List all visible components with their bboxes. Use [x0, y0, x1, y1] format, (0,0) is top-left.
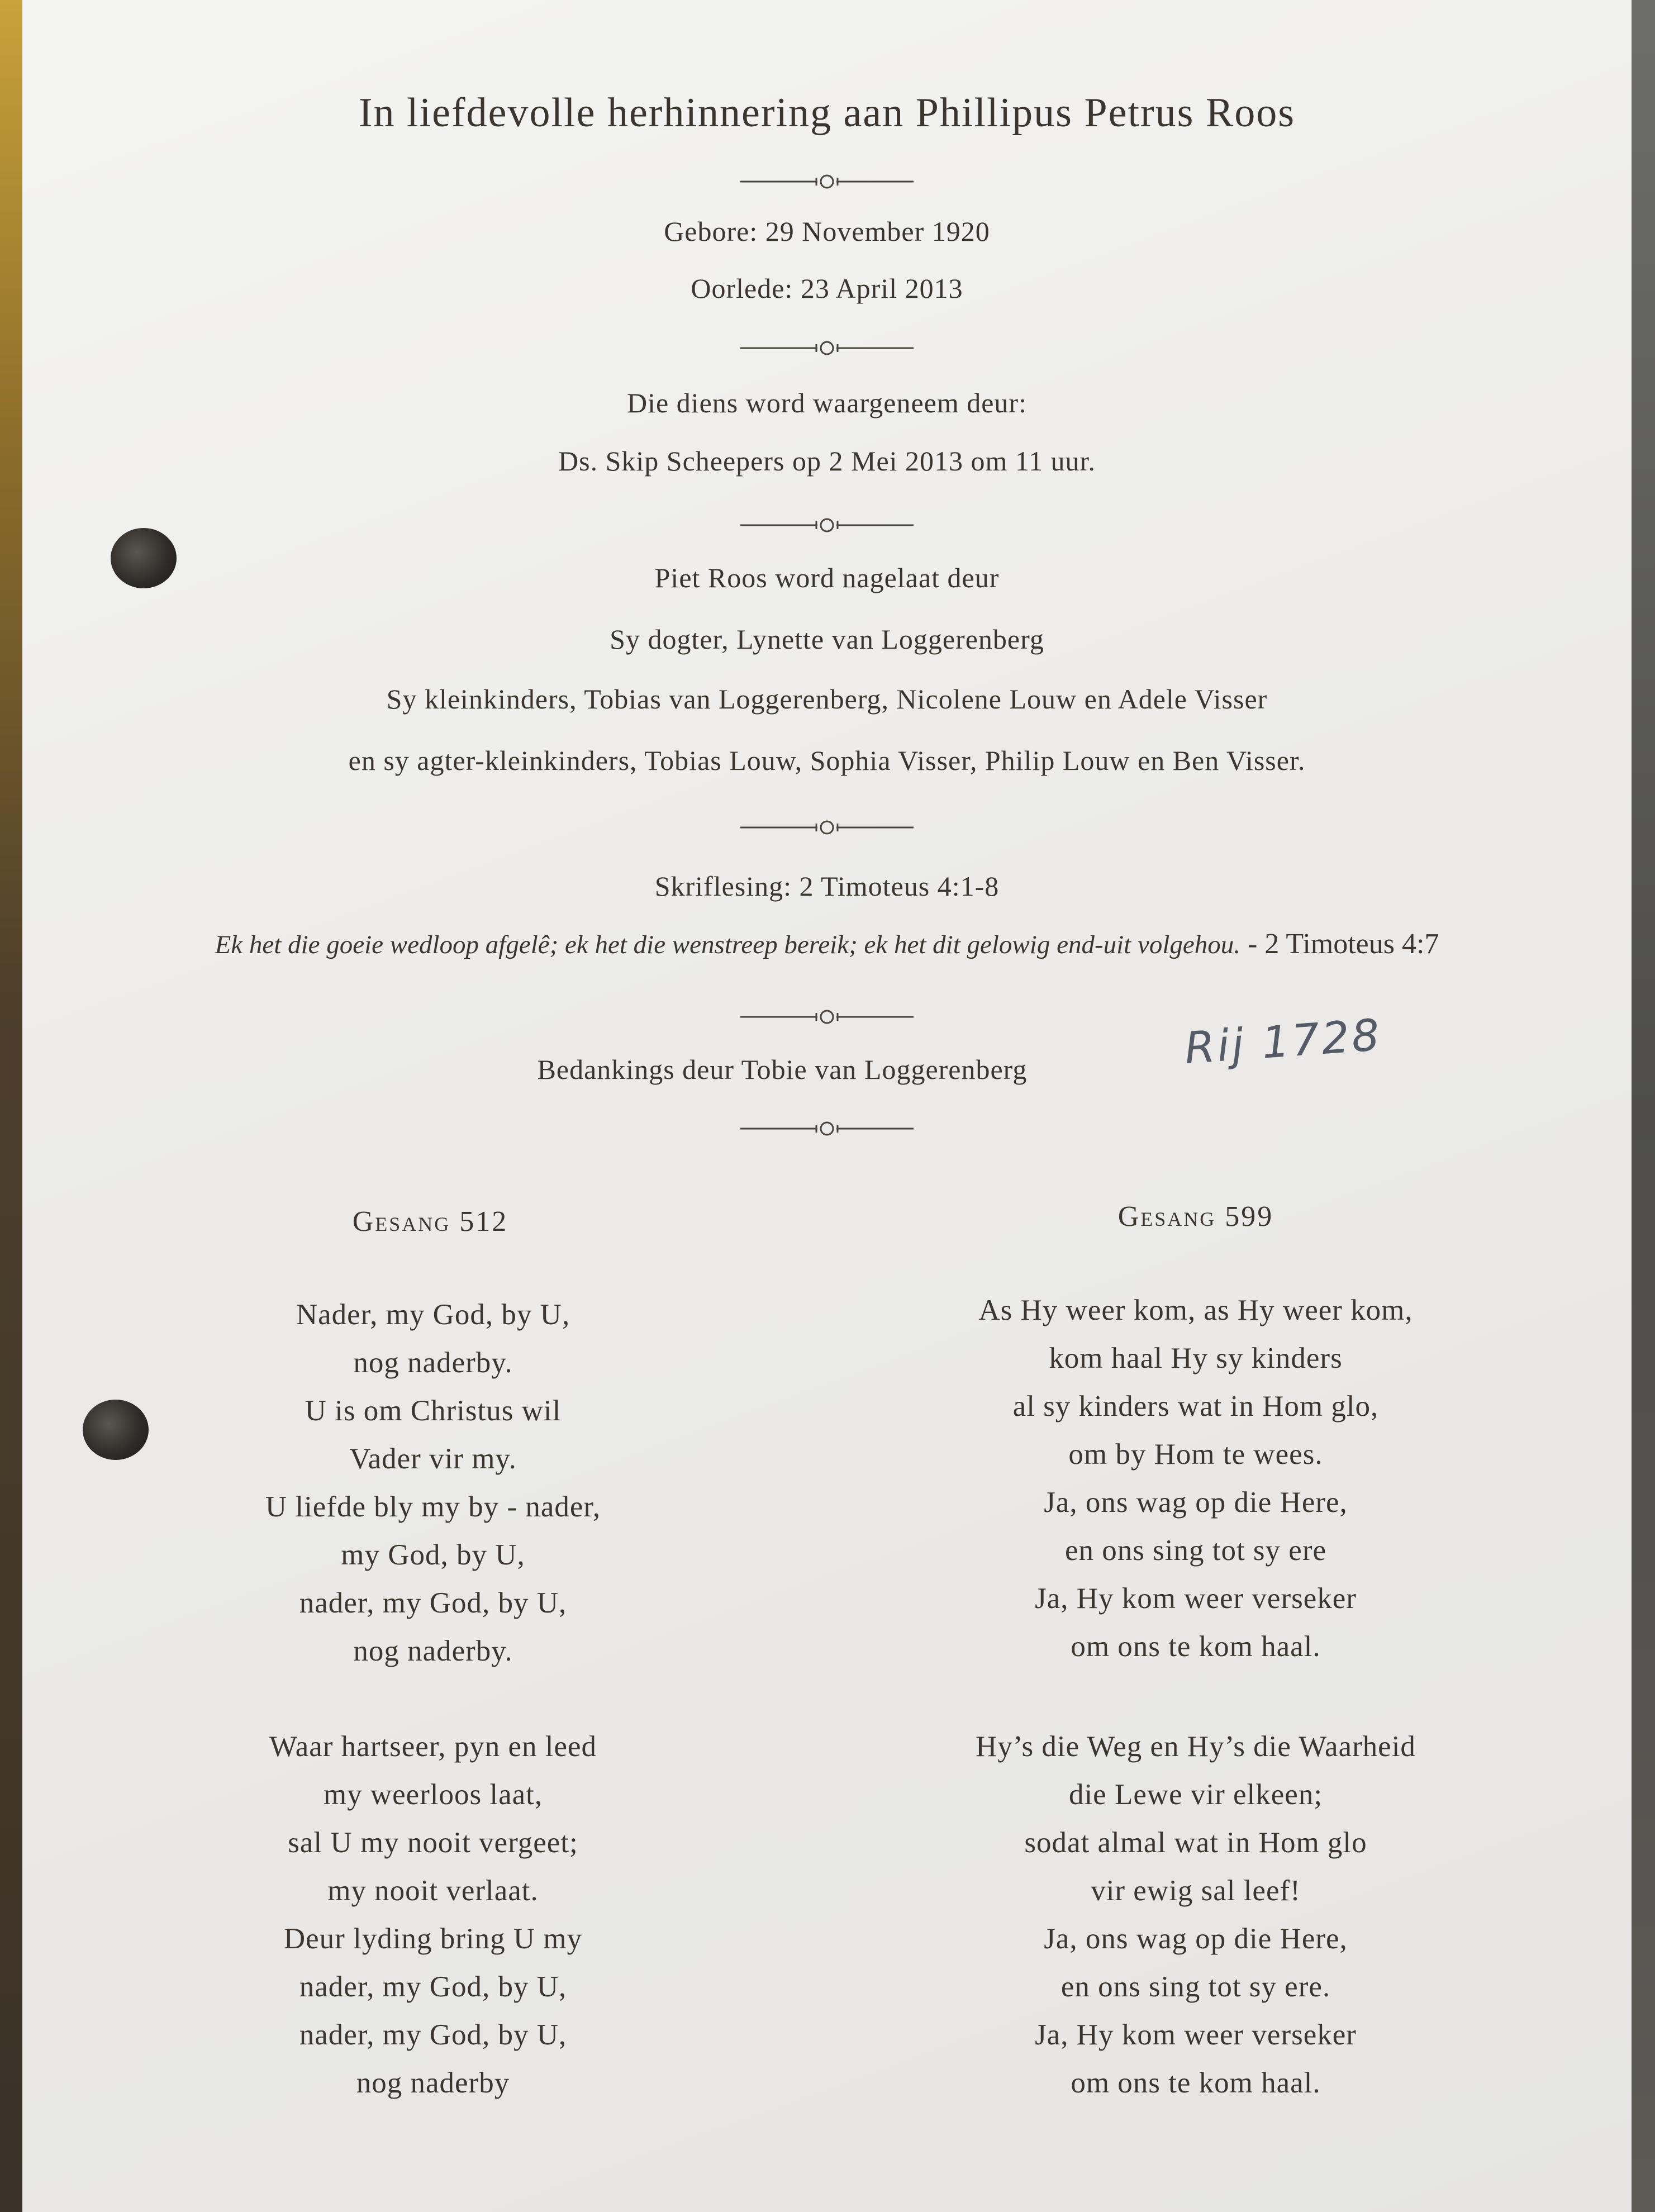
verse-line: Ja, ons wag op die Here, — [1044, 1486, 1348, 1519]
ornament-divider — [740, 340, 914, 356]
hymn-heading-599: Gesang 599 — [1117, 1201, 1274, 1233]
verse-line: Ja, Hy kom weer verseker — [1035, 1582, 1357, 1615]
birth-date: Gebore: 29 November 1920 — [664, 216, 990, 247]
verse-line: nog naderby. — [353, 1347, 513, 1379]
verse-line: nader, my God, by U, — [299, 1587, 567, 1619]
ornament-divider — [740, 173, 914, 190]
ornament-divider — [740, 819, 914, 836]
verse-line: U liefde bly my by - nader, — [265, 1491, 601, 1523]
service-officiant-label: Die diens word waargeneem deur: — [627, 387, 1027, 418]
survived-by-grandchildren: Sy kleinkinders, Tobias van Loggerenberg, Nicolene Louw en Adele Visser — [386, 683, 1268, 715]
verse-line: die Lewe vir elkeen; — [1068, 1778, 1323, 1811]
verse-line: nog naderby — [356, 2067, 510, 2099]
scripture-reading: Skriflesing: 2 Timoteus 4:1-8 — [654, 870, 1000, 902]
verse-line: vir ewig sal leef! — [1091, 1875, 1301, 1907]
verse-line: sal U my nooit vergeet; — [288, 1826, 578, 1859]
survived-by-great-grandchildren: en sy agter-kleinkinders, Tobias Louw, Sophia Visser, Philip Louw en Ben Visser. — [348, 745, 1306, 776]
hymn-heading-512: Gesang 512 — [352, 1206, 508, 1238]
ornament-divider — [740, 1009, 914, 1025]
hymn-599-verse-2 — [883, 1723, 1509, 2107]
verse-line: my nooit verlaat. — [327, 1875, 539, 1907]
verse-line: As Hy weer kom, as Hy weer kom, — [978, 1294, 1413, 1326]
verse-line: Ja, ons wag op die Here, — [1044, 1923, 1348, 1955]
verse-line: Vader vir my. — [349, 1443, 517, 1475]
verse-line: nog naderby. — [353, 1635, 513, 1667]
verse-line: om ons te kom haal. — [1071, 1630, 1321, 1663]
death-date: Oorlede: 23 April 2013 — [691, 273, 963, 304]
punch-hole-bottom — [83, 1400, 149, 1460]
verse-line: Hy’s die Weg en Hy’s die Waarheid — [976, 1730, 1416, 1763]
verse-line: nader, my God, by U, — [299, 1971, 567, 2003]
verse-line: Nader, my God, by U, — [296, 1298, 570, 1331]
memorial-title: In liefdevolle herhinnering aan Phillipus Petrus Roos — [358, 90, 1296, 136]
memorial-sheet — [22, 0, 1632, 2212]
verse-line: my weerloos laat, — [323, 1778, 543, 1811]
scripture-quote-text: Ek het die goeie wedloop afgelê; ek het die wenstreep bereik; ek het dit gelowig end-uit volgehou. — [215, 930, 1240, 959]
acknowledgements: Bedankings deur Tobie van Loggerenberg — [537, 1054, 1028, 1085]
hymn-599-verse-1 — [883, 1286, 1509, 1671]
verse-line: Ja, Hy kom weer verseker — [1035, 2019, 1357, 2051]
verse-line: Deur lyding bring U my — [283, 1923, 583, 1955]
survived-by-daughter: Sy dogter, Lynette van Loggerenberg — [610, 624, 1044, 655]
service-details: Ds. Skip Scheepers op 2 Mei 2013 om 11 uur. — [558, 445, 1096, 477]
hymn-512-verse-1 — [193, 1291, 673, 1675]
survived-by-heading: Piet Roos word nagelaat deur — [654, 562, 1000, 593]
verse-line: en ons sing tot sy ere. — [1060, 1971, 1331, 2003]
verse-line: Waar hartseer, pyn en leed — [269, 1730, 597, 1763]
verse-line: sodat almal wat in Hom glo — [1024, 1826, 1367, 1859]
hymn-512-verse-2 — [193, 1723, 673, 2107]
verse-line: om by Hom te wees. — [1068, 1438, 1323, 1471]
verse-line: my God, by U, — [341, 1539, 525, 1571]
scripture-quote-reference: - 2 Timoteus 4:7 — [1240, 928, 1439, 960]
ornament-divider — [740, 517, 914, 534]
verse-line: kom haal Hy sy kinders — [1049, 1342, 1343, 1374]
verse-line: en ons sing tot sy ere — [1064, 1534, 1327, 1567]
scripture-quote — [22, 927, 1632, 960]
verse-line: al sy kinders wat in Hom glo, — [1012, 1390, 1379, 1423]
verse-line: nader, my God, by U, — [299, 2019, 567, 2051]
verse-line: om ons te kom haal. — [1071, 2067, 1321, 2099]
ornament-divider — [740, 1120, 914, 1137]
verse-line: U is om Christus wil — [305, 1395, 562, 1427]
handwritten-note: Rij 1728 — [1183, 1010, 1383, 1074]
